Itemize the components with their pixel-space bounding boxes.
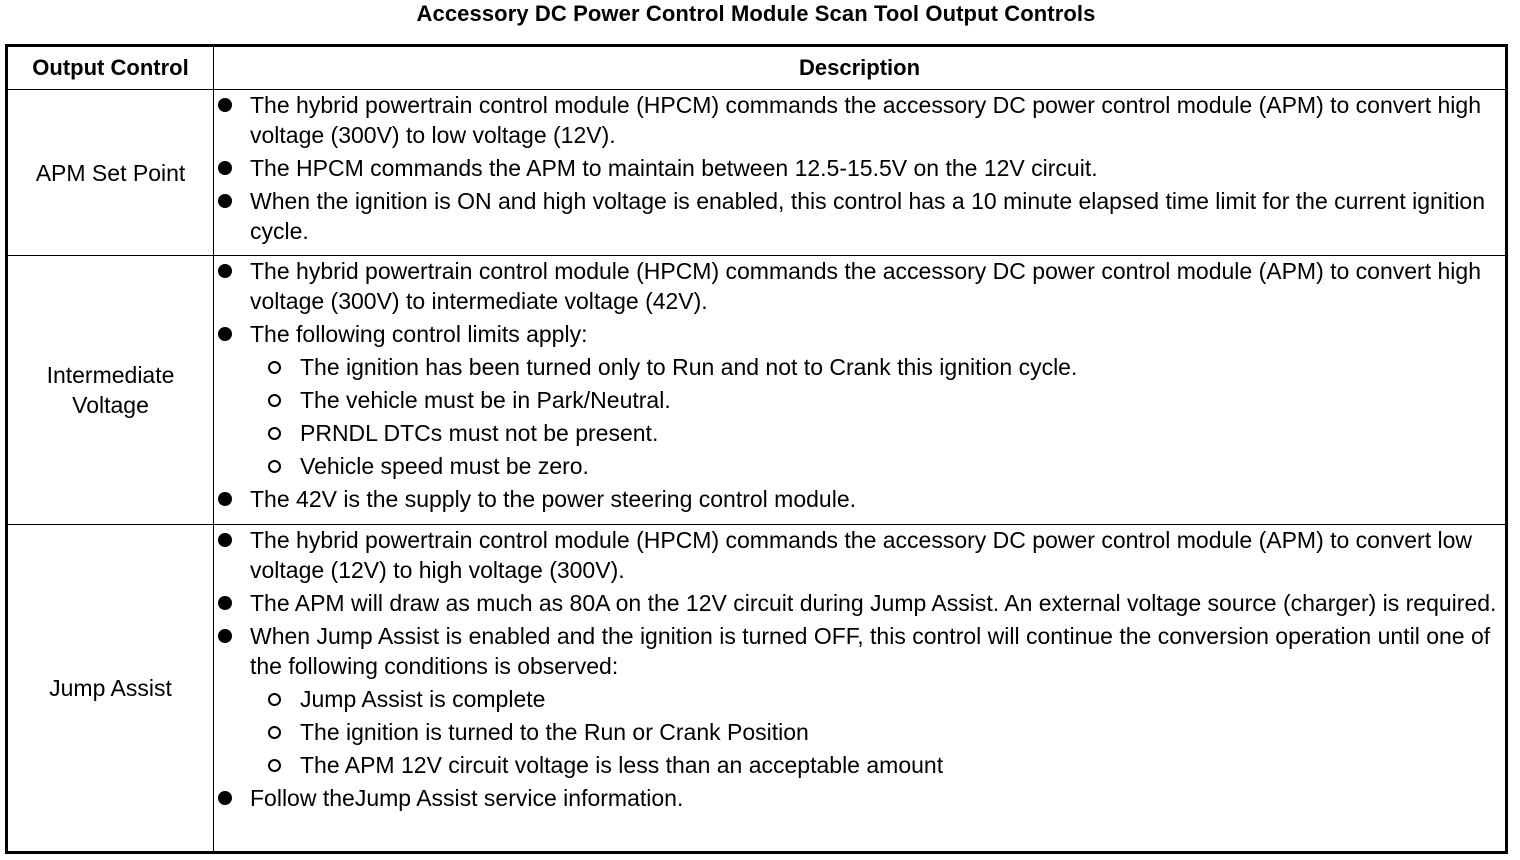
bullet-dot-icon [218, 98, 232, 112]
sub-bullet-item [250, 385, 1505, 415]
bullet-dot-icon [218, 194, 232, 208]
sub-bullet-text: The ignition is turned to the Run or Crank Position [300, 718, 809, 745]
sub-bullet-text: Vehicle speed must be zero. [300, 453, 589, 480]
bullet-ring-icon [268, 726, 281, 739]
document-title: Accessory DC Power Control Module Scan Tool Output Controls [416, 1, 1096, 26]
bullet-item [214, 153, 1505, 183]
bullet-dot-icon [218, 492, 232, 506]
bullet-dot-icon [218, 791, 232, 805]
bullet-item [214, 621, 1505, 780]
bullet-item [214, 256, 1505, 316]
bullet-dot-icon [218, 533, 232, 547]
bullet-text: When Jump Assist is enabled and the ignition is turned OFF, this control will continue the conversion operation until one of the following conditions is observed: [250, 622, 1491, 679]
bullet-dot-icon [218, 596, 232, 610]
bullet-text: Follow theJump Assist service information. [250, 784, 684, 811]
bullet-item [214, 186, 1505, 246]
bullet-item [214, 525, 1505, 585]
bullet-ring-icon [268, 460, 281, 473]
bullet-item [214, 783, 1505, 813]
bullet-text: The APM will draw as much as 80A on the 12V circuit during Jump Assist. An external voltage source (charger) is required. [250, 589, 1497, 616]
bullet-list [214, 90, 1505, 246]
header-description: Description [214, 46, 1507, 90]
bullet-ring-icon [268, 693, 281, 706]
sub-bullet-text: The ignition has been turned only to Run and not to Crank this ignition cycle. [300, 354, 1078, 381]
output-control-cell: Intermediate Voltage [7, 256, 214, 524]
bullet-item [214, 90, 1505, 150]
sub-bullet-item [250, 684, 1505, 714]
table-row [7, 524, 1507, 852]
bullet-text: The hybrid powertrain control module (HPCM) commands the accessory DC power control module (APM) to convert high voltage (300V) to intermediate voltage (42V). [250, 258, 1481, 315]
bullet-text: The following control limits apply: [250, 321, 588, 348]
bullet-item [214, 588, 1505, 618]
bullet-text: The hybrid powertrain control module (HPCM) commands the accessory DC power control module (APM) to convert low voltage (12V) to high voltage (300V). [250, 526, 1473, 583]
sub-bullet-item [250, 750, 1505, 780]
bullet-dot-icon [218, 327, 232, 341]
bullet-dot-icon [218, 629, 232, 643]
bullet-ring-icon [268, 427, 281, 440]
sub-bullet-list [250, 684, 1505, 780]
description-cell [214, 90, 1507, 256]
output-control-cell: APM Set Point [7, 90, 214, 256]
sub-bullet-item [250, 352, 1505, 382]
sub-bullet-text: The APM 12V circuit voltage is less than an acceptable amount [300, 751, 944, 778]
header-output-control: Output Control [7, 46, 214, 90]
bullet-ring-icon [268, 394, 281, 407]
table-row [7, 256, 1507, 524]
bullet-item [214, 484, 1505, 514]
output-controls-table [5, 44, 1508, 854]
table-row [7, 90, 1507, 256]
table-header-row [7, 46, 1507, 90]
bullet-text: When the ignition is ON and high voltage is enabled, this control has a 10 minute elapsed time limit for the current ignition cycle. [250, 188, 1486, 244]
bullet-text: The HPCM commands the APM to maintain between 12.5-15.5V on the 12V circuit. [250, 155, 1098, 181]
sub-bullet-text: PRNDL DTCs must not be present. [300, 420, 659, 447]
bullet-ring-icon [268, 361, 281, 374]
bullet-text: The 42V is the supply to the power steering control module. [250, 486, 857, 513]
bullet-dot-icon [218, 264, 232, 278]
sub-bullet-list [250, 352, 1505, 481]
sub-bullet-item [250, 418, 1505, 448]
bullet-dot-icon [218, 161, 232, 175]
sub-bullet-item [250, 451, 1505, 481]
sub-bullet-item [250, 717, 1505, 747]
bullet-list [214, 256, 1505, 514]
description-cell [214, 256, 1507, 524]
sub-bullet-text: The vehicle must be in Park/Neutral. [300, 387, 671, 414]
output-control-cell: Jump Assist [7, 524, 214, 852]
bullet-item [214, 319, 1505, 481]
bullet-list [214, 525, 1505, 813]
bullet-ring-icon [268, 759, 281, 772]
sub-bullet-text: Jump Assist is complete [300, 685, 546, 712]
description-cell [214, 524, 1507, 852]
bullet-text: The hybrid powertrain control module (HPCM) commands the accessory DC power control module (APM) to convert high voltage (300V) to low voltage (12V). [250, 92, 1481, 148]
